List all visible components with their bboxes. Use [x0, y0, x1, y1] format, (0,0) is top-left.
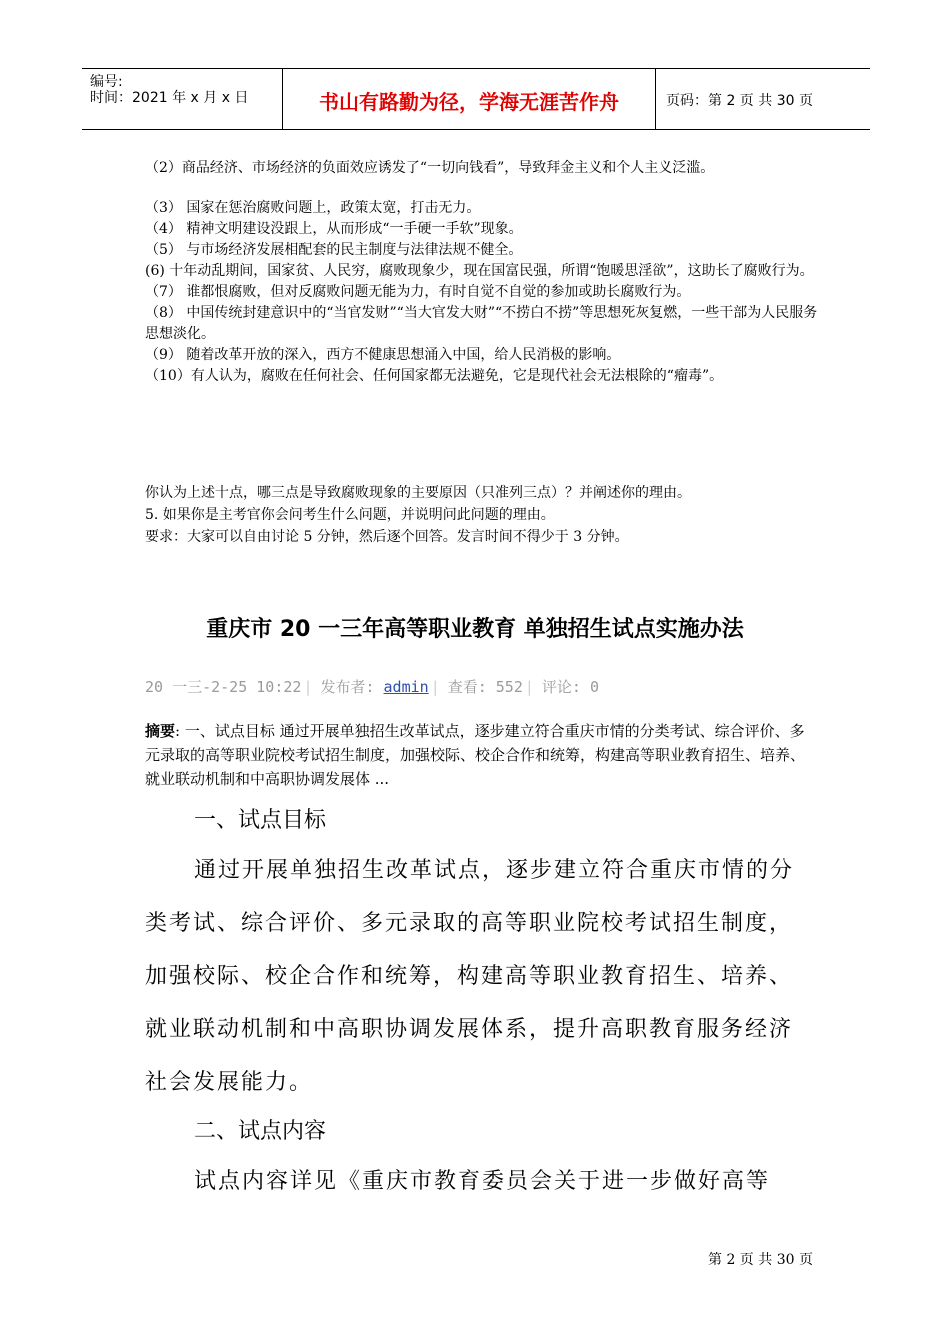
paragraph: 试点内容详见《重庆市教育委员会关于进一步做好高等 — [194, 1169, 771, 1194]
page-footer: 第 2 页 共 30 页 — [708, 1252, 813, 1268]
list-item: (6) 十年动乱期间，国家贫、人民穷，腐败现象少，现在国富民强，所谓“饱暖思淫欲”，这助长了腐败行为。 — [145, 263, 814, 279]
section-heading: 二、试点内容 — [194, 1119, 327, 1144]
author-label: 发布者: — [320, 678, 384, 696]
question-line: 你认为上述十点，哪三点是导致腐败现象的主要原因（只准列三点）？并阐述你的理由。 — [145, 485, 691, 501]
header-info-cell — [82, 69, 283, 129]
list-item: （9） 随着改革开放的深入，西方不健康思想涌入中国，给人民消极的影响。 — [145, 347, 621, 363]
summary-text: : 一、试点目标 通过开展单独招生改革试点，逐步建立符合重庆市情的分类考试、综合评价、多元录取的高等职业院校考试招生制度，加强校际、校企合作和统筹，构建高等职业教育招生、培养、就业联动机制和中高职协调发展体 ... — [145, 722, 806, 788]
comment-count: 评论: 0 — [541, 678, 599, 696]
summary-label: 摘要 — [145, 722, 176, 740]
list-item: （8） 中国传统封建意识中的“当官发财”“当大官发大财”“不捞白不捞”等思想死灰复燃，一些干部为人民服务思想淡化。 — [145, 305, 818, 342]
article-meta: 20 一三-2-25 10:22 | 发布者: admin | 查看: 552 | 评论: 0 — [145, 678, 599, 696]
reasons-list — [145, 158, 825, 387]
section-heading: 一、试点目标 — [194, 808, 327, 833]
motto: 书山有路勤为径，学海无涯苦作舟 — [319, 90, 619, 114]
discussion-question — [145, 482, 825, 548]
header-page-cell — [656, 69, 870, 129]
doc-number-label: 编号: — [90, 74, 123, 90]
author-link[interactable]: admin — [383, 678, 429, 696]
article-body — [145, 798, 810, 1208]
doc-time-label: 时间：2021 年 x 月 x 日 — [90, 90, 249, 106]
header-page-label: 页码：第 2 页 共 30 页 — [666, 93, 813, 109]
list-item: （5） 与市场经济发展相配套的民主制度与法律法规不健全。 — [145, 242, 523, 258]
requirement-line: 要求：大家可以自由讨论 5 分钟，然后逐个回答。发言时间不得少于 3 分钟。 — [145, 529, 629, 545]
list-item: （10）有人认为，腐败在任何社会、任何国家都无法避免，它是现代社会无法根除的“瘤毒”。 — [145, 368, 724, 384]
view-count: 查看: 552 — [447, 678, 523, 696]
article-summary — [145, 719, 815, 791]
list-item: （3） 国家在惩治腐败问题上，政策太宽，打击无力。 — [145, 200, 481, 216]
paragraph: 通过开展单独招生改革试点，逐步建立符合重庆市情的分类考试、综合评价、多元录取的高等职业院校考试招生制度，加强校际、校企合作和统筹，构建高等职业教育招生、培养、就业联动机制和中高职协调发展体系，提升高职教育服务经济社会发展能力。 — [145, 858, 795, 1095]
question-line: 5. 如果你是主考官你会问考生什么问题，并说明问此问题的理由。 — [145, 507, 555, 523]
header-motto-cell — [283, 69, 656, 129]
page-header — [82, 68, 870, 130]
list-item: （7） 谁都恨腐败，但对反腐败问题无能为力，有时自觉不自觉的参加或助长腐败行为。 — [145, 284, 691, 300]
article-title: 重庆市 20 一三年高等职业教育 单独招生试点实施办法 — [206, 617, 744, 642]
list-item: （4） 精神文明建设没跟上，从而形成“一手硬一手软”现象。 — [145, 221, 523, 237]
article-date: 20 一三-2-25 10:22 — [145, 678, 302, 696]
list-item: （2）商品经济、市场经济的负面效应诱发了“一切向钱看”，导致拜金主义和个人主义泛滥。 — [145, 160, 715, 176]
